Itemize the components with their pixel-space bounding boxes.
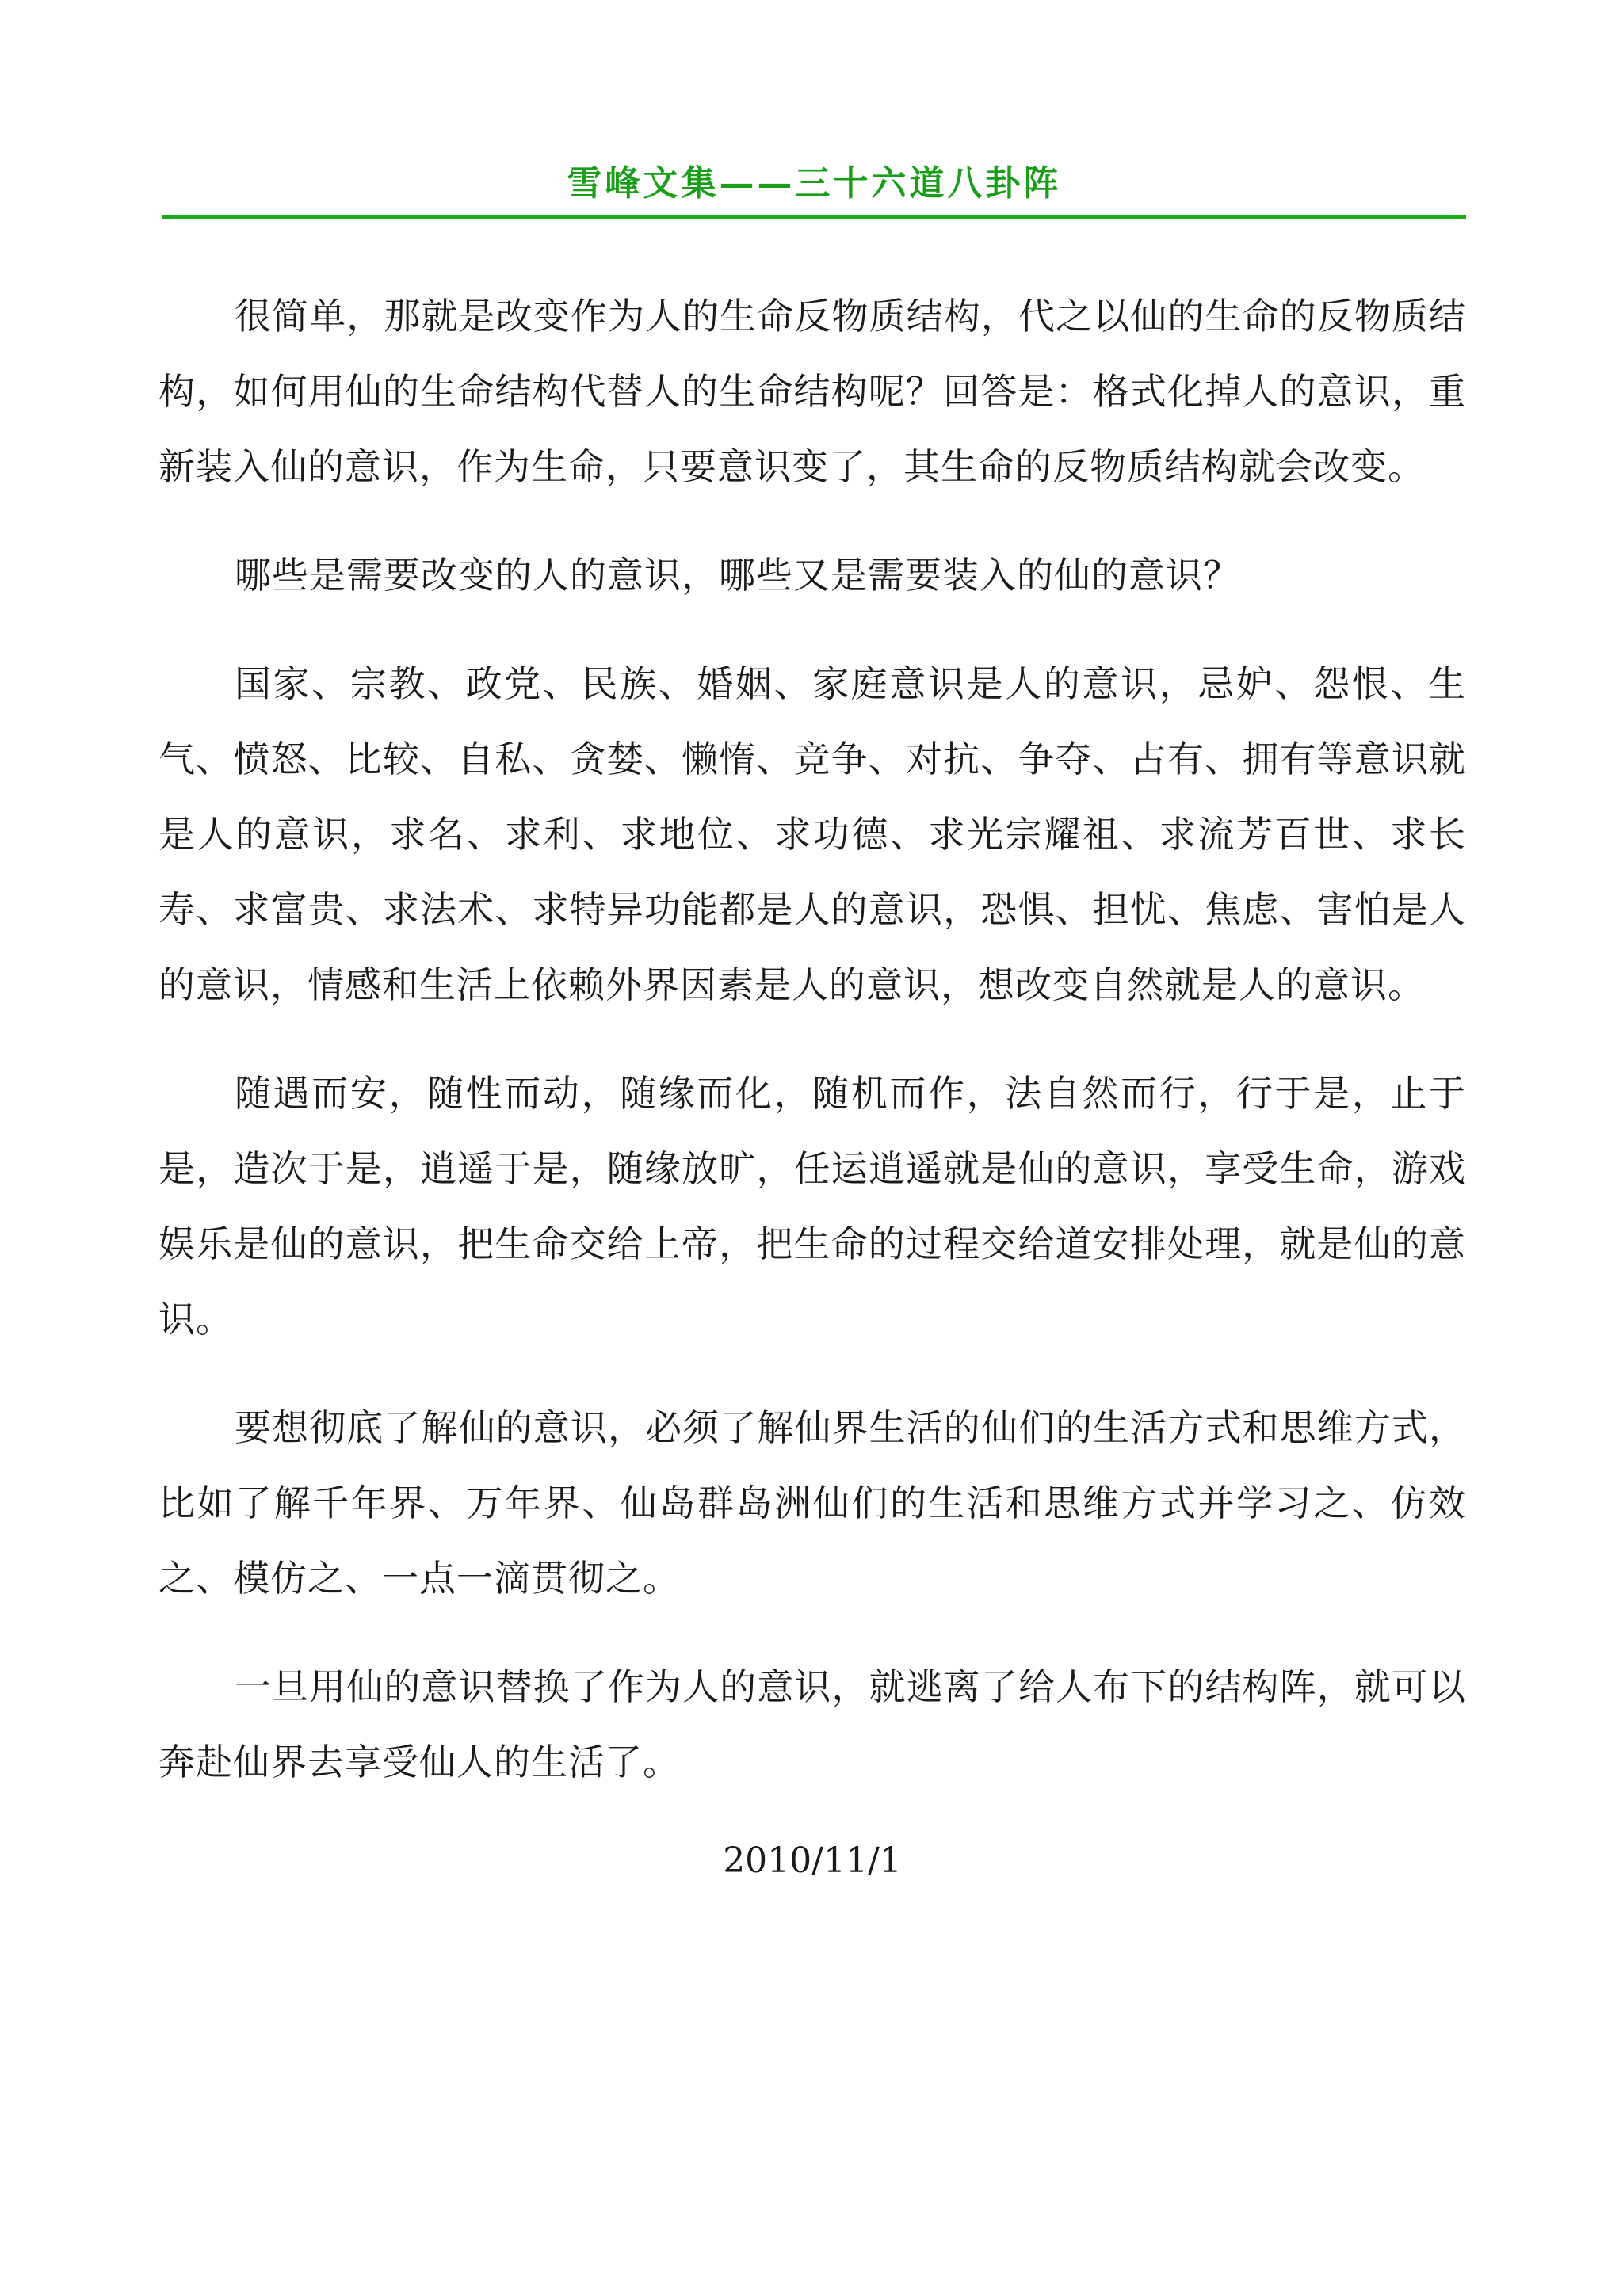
paragraph-4: 随遇而安，随性而动，随缘而化，随机而作，法自然而行，行于是，止于是，造次于是，逍遥于是，随缘放旷，任运逍遥就是仙的意识，享受生命，游戏娱乐是仙的意识，把生命交给上帝，把生命的过程交给道安排处理，就是仙的意识。 [158, 1072, 1466, 1341]
paragraph-2: 哪些是需要改变的人的意识，哪些又是需要装入的仙的意识？ [235, 554, 1240, 597]
paragraph-6: 一旦用仙的意识替换了作为人的意识，就逃离了给人布下的结构阵，就可以奔赴仙界去享受仙人的生活了。 [158, 1665, 1466, 1783]
header-title: 雪峰文集——三十六道八卦阵 [567, 163, 1062, 204]
paragraph-5: 要想彻底了解仙的意识，必须了解仙界生活的仙们的生活方式和思维方式，比如了解千年界、万年界、仙岛群岛洲仙们的生活和思维方式并学习之、仿效之、模仿之、一点一滴贯彻之。 [158, 1406, 1466, 1600]
paragraph-3: 国家、宗教、政党、民族、婚姻、家庭意识是人的意识，忌妒、怨恨、生气、愤怒、比较、自私、贪婪、懒惰、竞争、对抗、争夺、占有、拥有等意识就是人的意识，求名、求利、求地位、求功德、求光宗耀祖、求流芳百世、求长寿、求富贵、求法术、求特异功能都是人的意识，恐惧、担忧、焦虑、害怕是人的意识，情感和生活上依赖外界因素是人的意识，想改变自然就是人的意识。 [158, 662, 1466, 1006]
document-date: 2010/11/1 [723, 1840, 902, 1881]
paragraph-1: 很简单，那就是改变作为人的生命反物质结构，代之以仙的生命的反物质结构，如何用仙的生命结构代替人的生命结构呢？回答是：格式化掉人的意识，重新装入仙的意识，作为生命，只要意识变了，其生命的反物质结构就会改变。 [158, 295, 1466, 488]
page-header [162, 155, 1466, 219]
document-body [158, 279, 1466, 1889]
